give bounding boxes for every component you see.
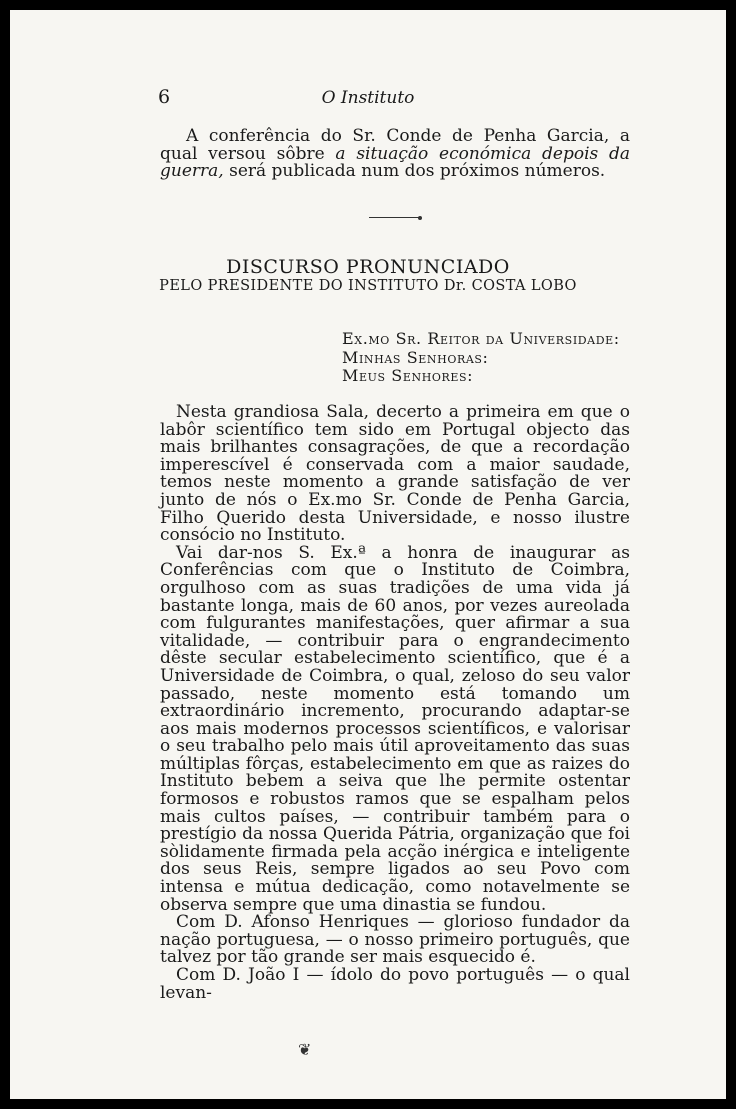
speech-subtitle: PELO PRESIDENTE DO INSTITUTO Dr. COSTA LOBO [159, 278, 577, 294]
document-page [10, 10, 726, 1099]
intro-paragraph [160, 128, 630, 181]
intro-text-after: será publicada num dos próximos números. [223, 161, 606, 182]
intro-text-before: A conferência do Sr. Conde de Penha Garcia, a qual versou sôbre [160, 126, 630, 164]
page-number: 6 [158, 86, 171, 108]
intro-italic-title: a situação económica depois da guerra, [160, 143, 631, 182]
body-paragraph: Vai dar-nos S. Ex.ª a honra de inaugurar as Conferências com que o Instituto de Coimbra, orgulhoso com as suas tradições de uma vida já bastante longa, mais de 60 anos, por vezes aureolada com fulgurantes manifestações, quer afirmar a sua vitalidade, — contribuir para o engrandecimento dêste secular estabelecimento scientífico, que é a Universidade de Coimbra, o qual, zeloso do seu valor passado, neste momento está tomando um extraordinário incremento, procurando adaptar-se aos mais modernos processos scientíficos, e valorisar o seu trabalho pelo mais útil aproveitamento das suas múltiplas fôrças, estabelecimento em que as raizes do Instituto bebem a seiva que lhe permite ostentar formosos e robustos ramos que se espalham pelos mais cultos países, — contribuir também para o prestígio da nossa Querida Pátria, organização que foi sòlidamente firmada pela acção inérgica e inteligente dos seus Reis, sempre ligados ao seu Povo com intensa e mútua dedicação, como notavelmente se observa sempre que uma dinastia se fundou. [160, 542, 630, 915]
salutation-line: Ex.mo Sr. Reitor da Universidade: [342, 329, 620, 348]
speech-body [160, 404, 630, 1002]
intro-note [160, 128, 630, 181]
body-paragraph: Com D. Afonso Henriques — glorioso fundador da nação portuguesa, — o nosso primeiro português, que talvez por tão grande ser mais esquecido é. [160, 912, 630, 968]
body-paragraph: Com D. João I — ídolo do povo português — o qual levan- [160, 965, 630, 1003]
page-header [10, 86, 726, 110]
salutation-block [342, 330, 620, 386]
running-title: O Instituto [321, 88, 415, 108]
section-divider [369, 217, 419, 218]
salutation-line: Minhas Senhoras: [342, 347, 489, 367]
speech-title: DISCURSO PRONUNCIADO [226, 256, 510, 278]
salutation-line: Meus Senhores: [342, 366, 474, 385]
body-paragraph: Nesta grandiosa Sala, decerto a primeira em que o labôr scientífico tem sido em Portugal objecto das mais brilhantes consagrações, de que a recordação imperescível é conservada com a maior saudade, temos neste momento a grande satisfação de ver junto de nós o Ex.mo Sr. Conde de Penha Garcia, Filho Querido desta Universidade, e nosso ilustre consócio no Instituto. [160, 402, 630, 546]
printer-mark-ornament: ❦ [298, 1040, 312, 1059]
